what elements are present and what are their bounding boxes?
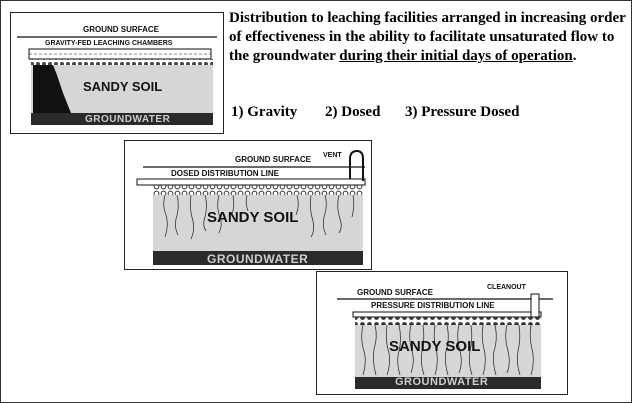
- pressure-dosed-diagram: [316, 271, 568, 395]
- dosed-ground-surface-label: GROUND SURFACE: [235, 155, 312, 164]
- gravity-chambers-label: GRAVITY-FED LEACHING CHAMBERS: [45, 40, 173, 47]
- dosed-line-label: DOSED DISTRIBUTION LINE: [171, 169, 280, 178]
- gravity-ground-surface-label: GROUND SURFACE: [83, 25, 160, 34]
- dosed-soil-label: SANDY SOIL: [207, 209, 299, 226]
- pressure-line-label: PRESSURE DISTRIBUTION LINE: [371, 301, 495, 310]
- description-underlined: during their initial days of operation: [339, 48, 573, 64]
- description-main: Distribution to leaching facilities arranged in increasing order of effectiveness in the ability to facilitate unsaturated flow to the groundwater: [229, 10, 626, 64]
- method-gravity: 1) Gravity: [231, 104, 298, 120]
- pressure-soil-label: SANDY SOIL: [389, 338, 481, 355]
- dosed-groundwater-label: GROUNDWATER: [207, 252, 309, 266]
- method-pressure-dosed: 3) Pressure Dosed: [405, 104, 520, 120]
- pressure-ground-surface-label: GROUND SURFACE: [357, 288, 434, 297]
- pressure-cleanout-label: CLEANOUT: [487, 284, 526, 291]
- description-text: [229, 9, 629, 66]
- dosed-vent-label: VENT: [323, 152, 342, 159]
- gravity-diagram: [10, 12, 224, 134]
- gravity-groundwater-label: GROUNDWATER: [85, 114, 171, 125]
- description-end: .: [572, 48, 577, 64]
- pressure-groundwater-label: GROUNDWATER: [395, 376, 489, 388]
- gravity-soil-label: SANDY SOIL: [83, 79, 163, 94]
- method-dosed: 2) Dosed: [325, 104, 381, 120]
- dosed-diagram: [124, 140, 372, 270]
